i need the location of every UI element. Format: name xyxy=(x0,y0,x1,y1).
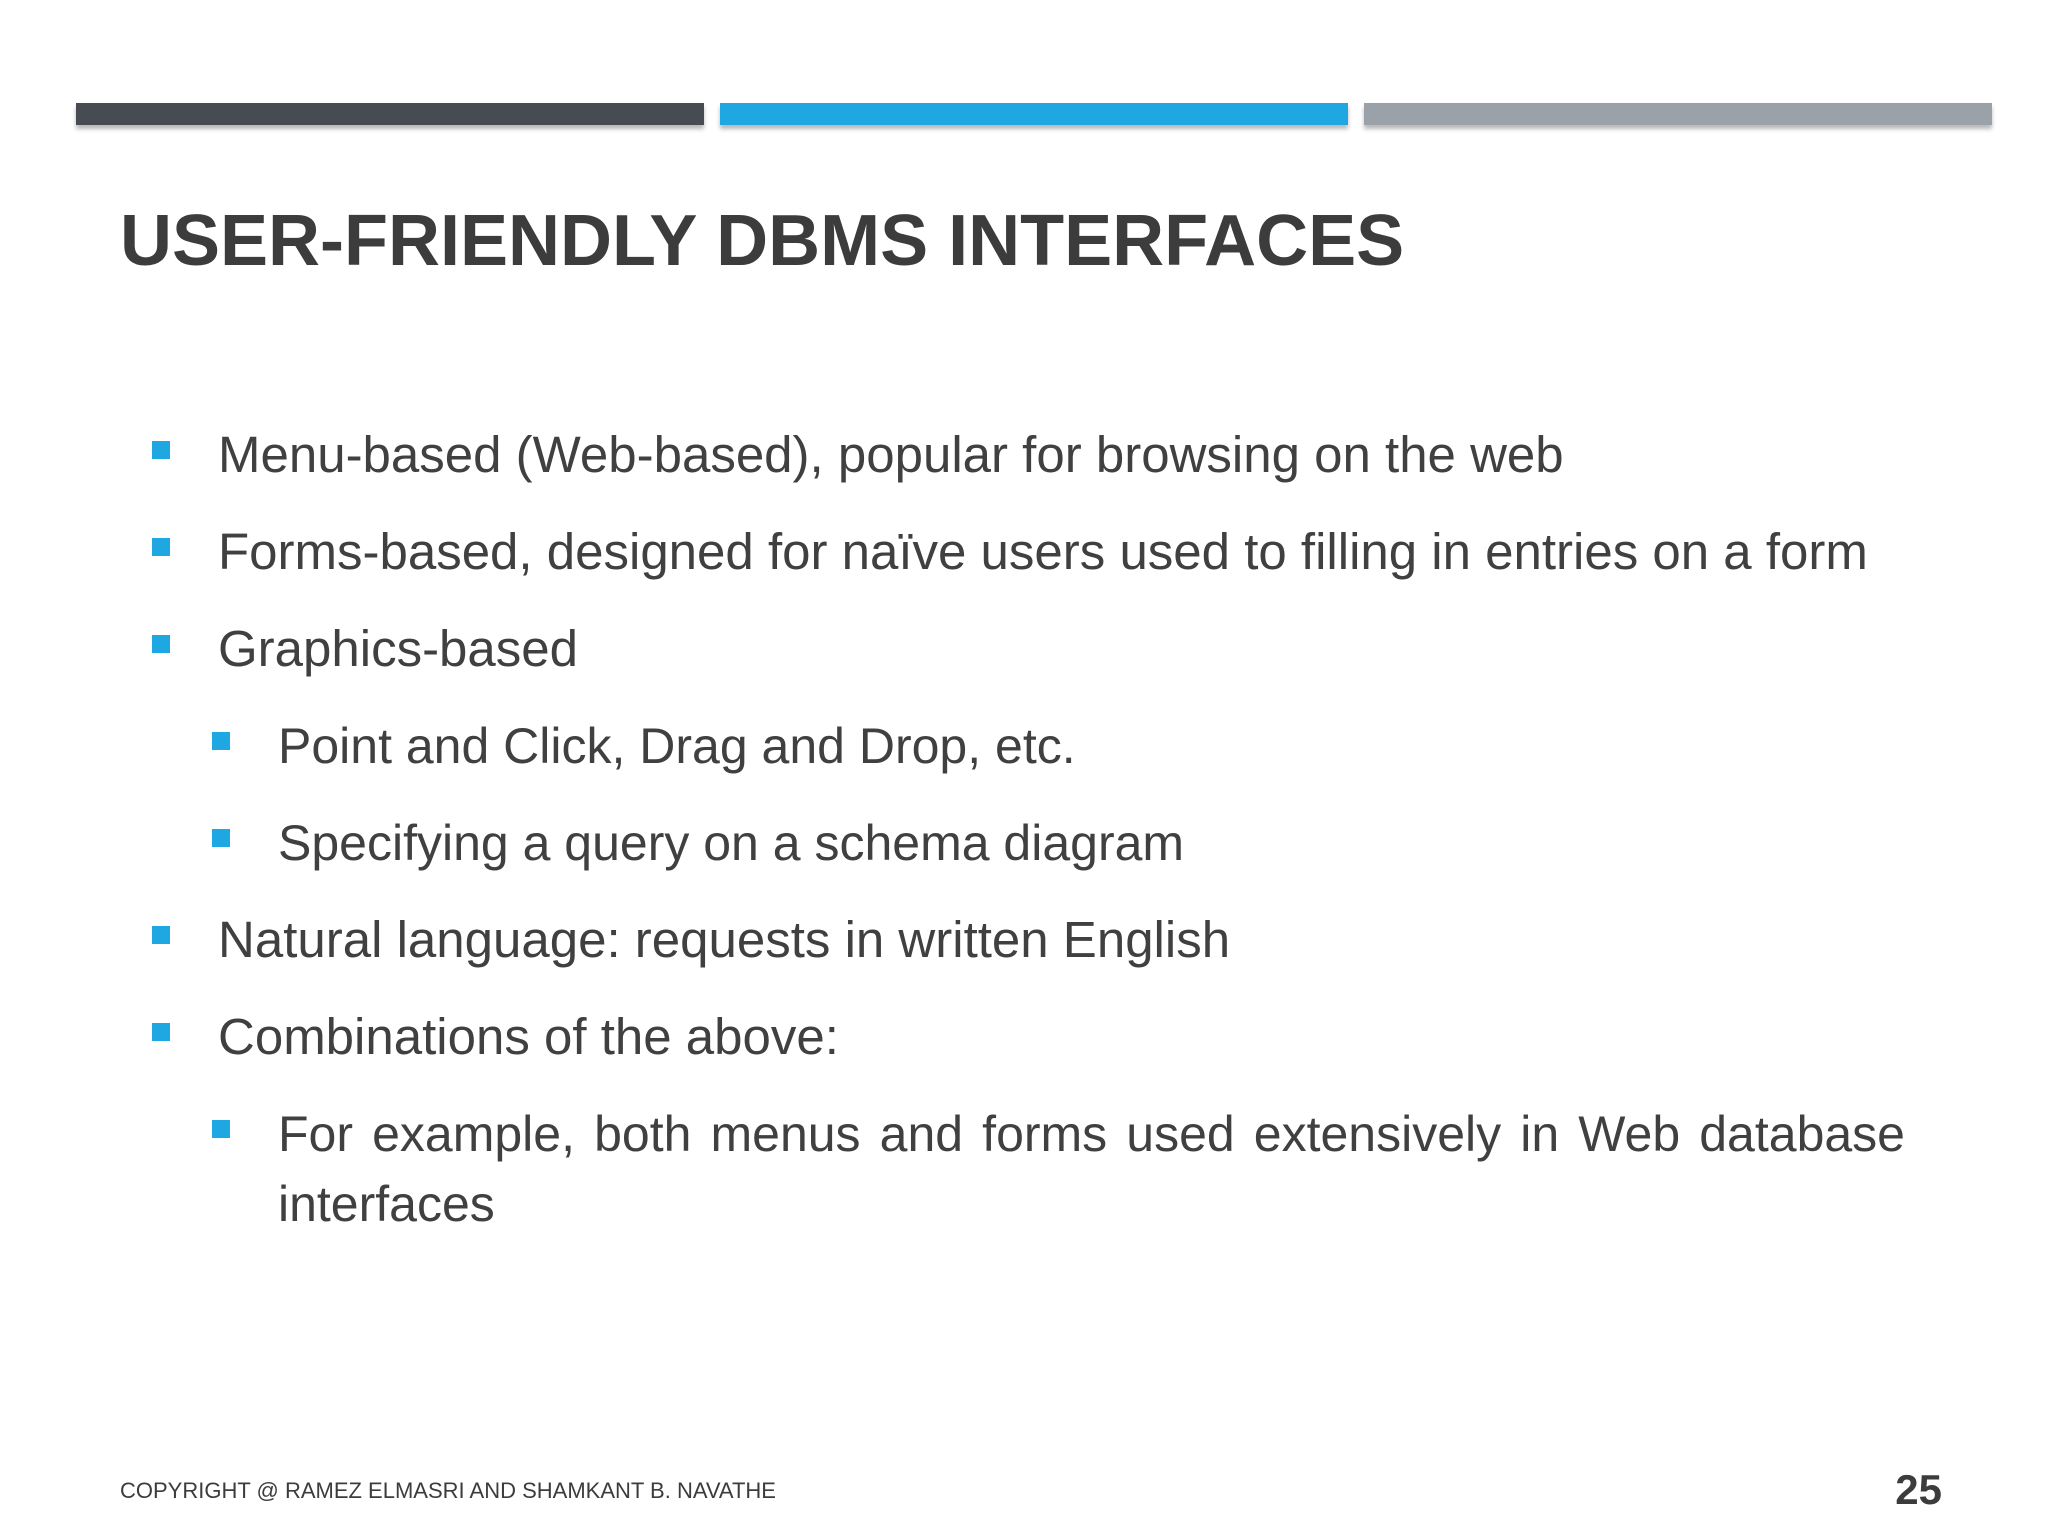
bullet-text: Natural language: requests in written English xyxy=(218,911,1231,968)
bullet-text: Menu-based (Web-based), popular for browsing on the web xyxy=(218,426,1564,483)
bullet-text: For example, both menus and forms used extensively in Web database interfaces xyxy=(278,1106,1905,1232)
page-number: 25 xyxy=(1895,1466,1942,1513)
bullet-item xyxy=(150,614,1905,684)
accent-bar-gray xyxy=(1364,103,1992,125)
square-bullet-icon xyxy=(152,1023,170,1041)
square-bullet-icon xyxy=(212,829,230,847)
sub-bullet-item xyxy=(210,808,1905,878)
bullet-text: Specifying a query on a schema diagram xyxy=(278,815,1185,871)
square-bullet-icon xyxy=(212,732,230,750)
header-accent-bars xyxy=(76,103,1992,125)
square-bullet-icon xyxy=(152,635,170,653)
square-bullet-icon xyxy=(152,538,170,556)
square-bullet-icon xyxy=(212,1120,230,1138)
bullet-text: Point and Click, Drag and Drop, etc. xyxy=(278,718,1076,774)
sub-bullet-item xyxy=(210,711,1905,781)
bullet-list xyxy=(150,420,1905,1266)
accent-bar-dark xyxy=(76,103,704,125)
bullet-item xyxy=(150,905,1905,975)
bullet-item xyxy=(150,517,1905,587)
bullet-item xyxy=(150,1002,1905,1072)
bullet-text: Forms-based, designed for naïve users used to filling in entries on a form xyxy=(218,523,1868,580)
sub-bullet-item xyxy=(210,1099,1905,1239)
square-bullet-icon xyxy=(152,926,170,944)
square-bullet-icon xyxy=(152,441,170,459)
bullet-text: Combinations of the above: xyxy=(218,1008,839,1065)
bullet-item xyxy=(150,420,1905,490)
slide-title: USER-FRIENDLY DBMS INTERFACES xyxy=(120,201,1405,281)
accent-bar-blue xyxy=(720,103,1348,125)
copyright-footer: COPYRIGHT @ RAMEZ ELMASRI AND SHAMKANT B. NAVATHE xyxy=(120,1478,776,1503)
bullet-text: Graphics-based xyxy=(218,620,579,677)
